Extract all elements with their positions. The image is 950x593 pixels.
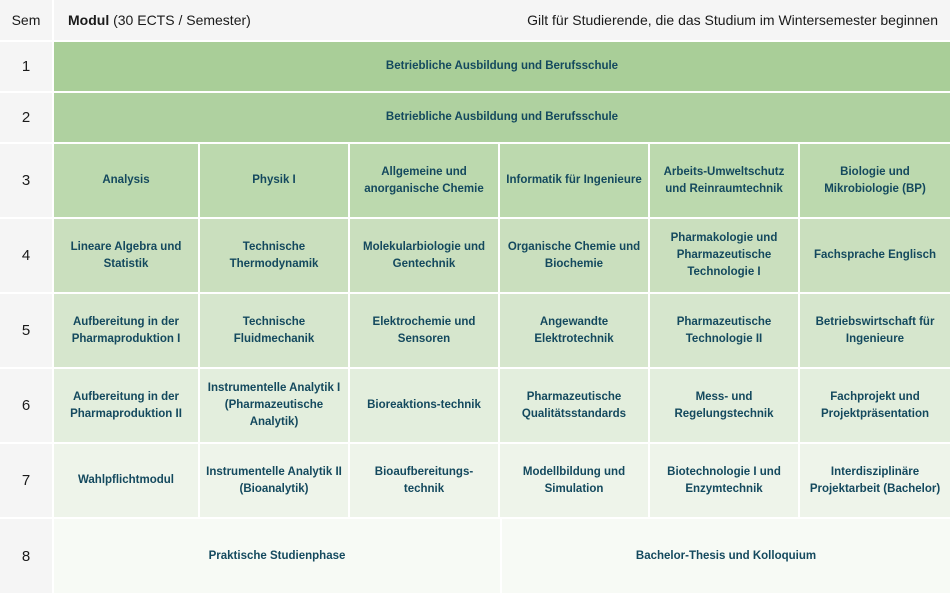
module-label: Instrumentelle Analytik I (Pharmazeutische Analytik) <box>207 382 341 428</box>
module-label: Analysis <box>102 174 150 187</box>
module-label: Bioaufbereitungs-technik <box>374 465 474 495</box>
module-label: Pharmazeutische Qualitätsstandards <box>521 390 627 420</box>
module-cells <box>52 219 950 292</box>
module-cell <box>350 144 500 217</box>
module-label: Biologie und Mikrobiologie (BP) <box>824 165 926 195</box>
module-label: Elektrochemie und Sensoren <box>372 315 476 345</box>
header-sem-label: Sem <box>0 0 52 40</box>
semester-number: 2 <box>0 93 52 142</box>
module-cell <box>54 519 502 593</box>
module-cell <box>800 144 950 217</box>
module-label: Praktische Studienphase <box>208 549 346 562</box>
module-cell <box>200 369 350 442</box>
module-label: Aufbereitung in der Pharmaproduktion I <box>71 315 181 345</box>
module-cells <box>52 519 950 593</box>
module-cell <box>500 144 650 217</box>
module-label: Physik I <box>252 174 296 187</box>
module-cell <box>200 294 350 367</box>
module-cells <box>52 294 950 367</box>
module-label: Modellbildung und Simulation <box>522 465 626 495</box>
table-row <box>0 40 950 91</box>
module-cell <box>350 219 500 292</box>
module-cell <box>650 294 800 367</box>
semester-number: 5 <box>0 294 52 367</box>
module-cell <box>650 444 800 517</box>
table-row <box>0 91 950 142</box>
module-cell <box>200 219 350 292</box>
table-row <box>0 442 950 517</box>
module-cell <box>350 444 500 517</box>
module-cell <box>502 519 950 593</box>
module-cell <box>650 369 800 442</box>
module-label: Betriebswirtschaft für Ingenieure <box>815 315 935 345</box>
module-cell <box>350 294 500 367</box>
semester-number: 7 <box>0 444 52 517</box>
module-cell <box>500 219 650 292</box>
module-cells <box>52 444 950 517</box>
header-modul-bold: Modul <box>68 12 110 28</box>
module-label: Pharmakologie und Pharmazeutische Technologie I <box>670 232 778 278</box>
module-cell <box>650 219 800 292</box>
module-label: Technische Fluidmechanik <box>233 315 315 345</box>
table-row <box>0 367 950 442</box>
module-label: Bachelor-Thesis und Kolloquium <box>635 549 817 562</box>
module-cell <box>54 93 950 142</box>
module-label: Fachsprache Englisch <box>813 249 937 262</box>
module-cell <box>800 369 950 442</box>
module-cell <box>200 444 350 517</box>
module-cells <box>52 93 950 142</box>
module-cells <box>52 144 950 217</box>
table-row <box>0 517 950 593</box>
header-modul-sub: (30 ECTS / Semester) <box>109 12 251 28</box>
module-cell <box>500 294 650 367</box>
module-label: Molekularbiologie und Gentechnik <box>362 240 486 270</box>
header-note: Gilt für Studierende, die das Studium im Wintersemester beginnen <box>527 12 938 28</box>
module-cell <box>200 144 350 217</box>
module-cell <box>800 219 950 292</box>
module-label: Lineare Algebra und Statistik <box>70 240 182 270</box>
module-label: Mess- und Regelungstechnik <box>674 390 774 420</box>
module-label: Wahlpflichtmodul <box>77 474 175 487</box>
module-cell <box>54 294 200 367</box>
module-label: Organische Chemie und Biochemie <box>507 240 641 270</box>
module-cell <box>54 369 200 442</box>
semester-number: 3 <box>0 144 52 217</box>
module-cell <box>54 219 200 292</box>
module-cell <box>650 144 800 217</box>
module-cell <box>500 369 650 442</box>
semester-number: 8 <box>0 519 52 593</box>
table-header-row <box>0 0 950 40</box>
header-main <box>52 0 950 40</box>
module-cell <box>800 444 950 517</box>
semester-number: 6 <box>0 369 52 442</box>
module-label: Allgemeine und anorganische Chemie <box>364 165 484 195</box>
module-label: Pharmazeutische Technologie II <box>676 315 772 345</box>
module-label: Aufbereitung in der Pharmaproduktion II <box>70 390 182 420</box>
module-label: Betriebliche Ausbildung und Berufsschule <box>385 60 619 73</box>
module-label: Angewandte Elektrotechnik <box>534 315 614 345</box>
module-cell <box>800 294 950 367</box>
module-label: Interdisziplinäre Projektarbeit (Bachelor) <box>809 465 941 495</box>
module-cell <box>54 144 200 217</box>
module-cell <box>54 42 950 91</box>
header-modul-label <box>68 12 251 28</box>
semester-number: 1 <box>0 42 52 91</box>
module-cells <box>52 369 950 442</box>
module-cells <box>52 42 950 91</box>
module-label: Technische Thermodynamik <box>229 240 319 270</box>
table-row <box>0 217 950 292</box>
table-body <box>0 40 950 593</box>
module-cell <box>350 369 500 442</box>
module-label: Biotechnologie I und Enzymtechnik <box>667 465 781 495</box>
module-label: Arbeits-Umweltschutz und Reinraumtechnik <box>663 165 785 195</box>
module-cell <box>54 444 200 517</box>
table-row <box>0 142 950 217</box>
module-label: Betriebliche Ausbildung und Berufsschule <box>385 111 619 124</box>
module-label: Instrumentelle Analytik II (Bioanalytik) <box>206 465 342 495</box>
semester-number: 4 <box>0 219 52 292</box>
module-label: Informatik für Ingenieure <box>506 174 642 187</box>
table-row <box>0 292 950 367</box>
module-label: Fachprojekt und Projektpräsentation <box>821 390 929 420</box>
module-label: Bioreaktions-technik <box>367 399 481 412</box>
module-cell <box>500 444 650 517</box>
